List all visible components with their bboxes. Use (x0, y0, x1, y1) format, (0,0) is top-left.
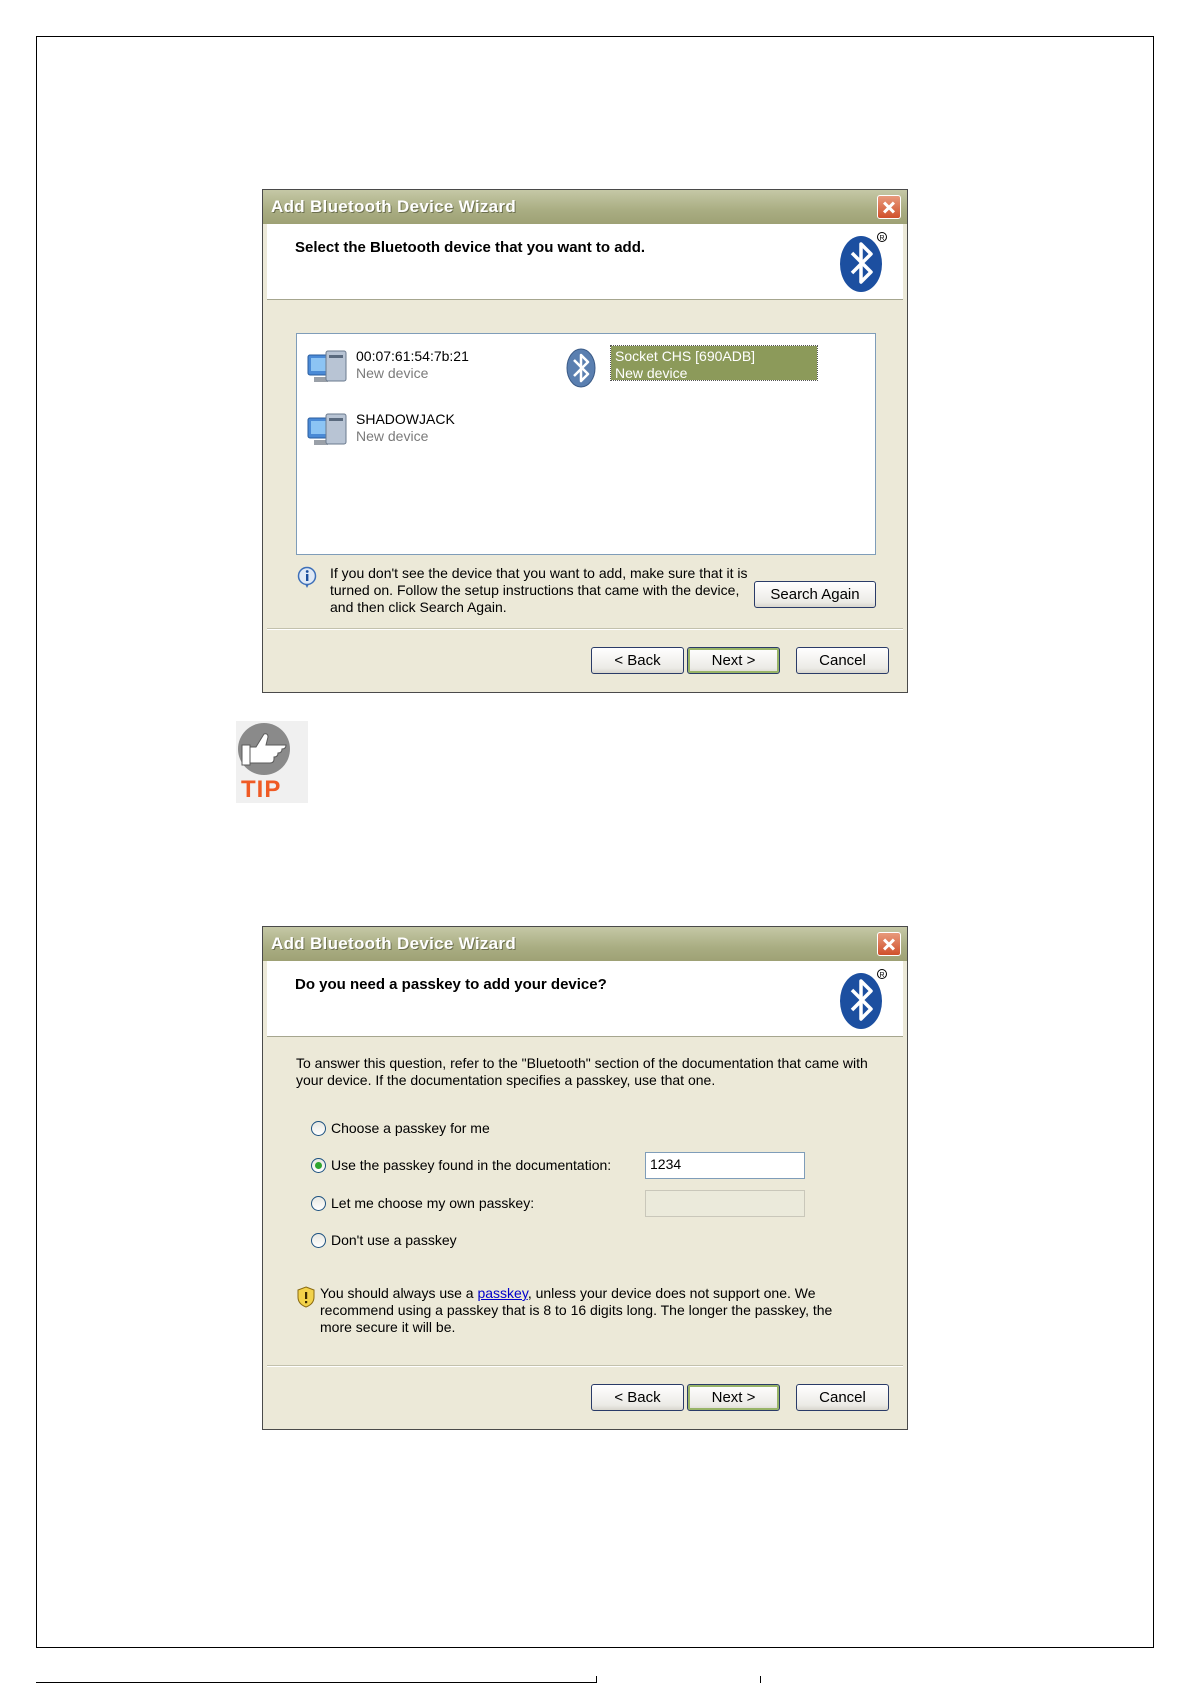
next-label: Next > (711, 1389, 756, 1406)
computer-icon (306, 347, 350, 389)
footer-tick (596, 1676, 597, 1683)
back-label: < Back (614, 652, 661, 669)
radio-label: Don't use a passkey (331, 1232, 457, 1248)
footer-tick (760, 1676, 761, 1683)
device-list[interactable] (296, 333, 876, 555)
cancel-button[interactable] (796, 647, 889, 674)
passkey-link[interactable]: passkey (477, 1285, 528, 1301)
warning-text (320, 1285, 840, 1336)
own-passkey-input[interactable] (645, 1190, 805, 1217)
radio-button[interactable] (311, 1233, 326, 1248)
title-bar[interactable] (263, 190, 907, 224)
tip-label: TIP (241, 776, 282, 803)
computer-icon (306, 410, 350, 452)
divider (267, 1365, 903, 1367)
device-status: New device (356, 365, 429, 381)
intro-text: To answer this question, refer to the "Bluetooth" section of the documentation that came with your device. If the documentation specifies a passkey, use that one. (296, 1055, 868, 1088)
window-title: Add Bluetooth Device Wizard (271, 197, 517, 216)
device-item[interactable] (302, 410, 562, 452)
divider (267, 628, 903, 630)
wizard-passkey (262, 926, 908, 1430)
radio-button-checked[interactable] (311, 1158, 326, 1173)
back-button[interactable] (591, 647, 684, 674)
next-label: Next > (711, 652, 756, 669)
radio-label: Use the passkey found in the documentation: (331, 1157, 612, 1173)
svg-text:R: R (879, 235, 885, 242)
radio-button[interactable] (311, 1196, 326, 1211)
pointing-hand-icon (236, 721, 296, 777)
next-button[interactable] (687, 647, 780, 674)
device-item-selected[interactable] (559, 347, 819, 389)
close-icon[interactable] (877, 932, 901, 956)
cancel-label: Cancel (819, 1389, 866, 1406)
page-title: Do you need a passkey to add your device? (295, 976, 607, 993)
footer-rule (36, 1682, 596, 1683)
cancel-button[interactable] (796, 1384, 889, 1411)
cancel-label: Cancel (819, 652, 866, 669)
radio-label: Let me choose my own passkey: (331, 1195, 535, 1211)
device-status: New device (356, 428, 429, 444)
device-status: New device (615, 365, 688, 381)
bluetooth-device-icon (565, 347, 609, 389)
device-name: SHADOWJACK (356, 411, 455, 427)
search-again-button[interactable] (754, 581, 876, 608)
device-name: Socket CHS [690ADB] (615, 348, 756, 364)
radio-button[interactable] (311, 1121, 326, 1136)
wizard-header (267, 224, 903, 300)
info-text: If you don't see the device that you want to add, make sure that it is turned on. Follow the setup instructions that came with the device, and then click Search Again. (330, 565, 748, 615)
shield-warning-icon (296, 1286, 316, 1308)
bluetooth-logo-icon (839, 969, 887, 1029)
device-item[interactable] (302, 347, 562, 389)
tip-badge (236, 721, 308, 803)
warning-prefix: You should always use a (320, 1285, 478, 1301)
warning-suffix: , unless your device does not support one. We recommend using a passkey that is 8 to 16 digits long. The longer the passkey, the more secure it will be. (320, 1285, 833, 1335)
next-button[interactable] (687, 1384, 780, 1411)
device-name: 00:07:61:54:7b:21 (356, 348, 469, 364)
wizard-select-device (262, 189, 908, 693)
radio-label: Choose a passkey for me (331, 1120, 490, 1136)
page-title: Select the Bluetooth device that you want to add. (295, 239, 646, 256)
back-button[interactable] (591, 1384, 684, 1411)
search-again-label: Search Again (770, 586, 860, 603)
svg-text:R: R (879, 972, 885, 979)
title-bar[interactable] (263, 927, 907, 961)
wizard-header (267, 961, 903, 1037)
bluetooth-logo-icon (839, 232, 887, 292)
passkey-input[interactable]: 1234 (645, 1152, 805, 1179)
window-title: Add Bluetooth Device Wizard (271, 934, 517, 953)
back-label: < Back (614, 1389, 661, 1406)
close-icon[interactable] (877, 195, 901, 219)
info-icon (296, 566, 318, 588)
